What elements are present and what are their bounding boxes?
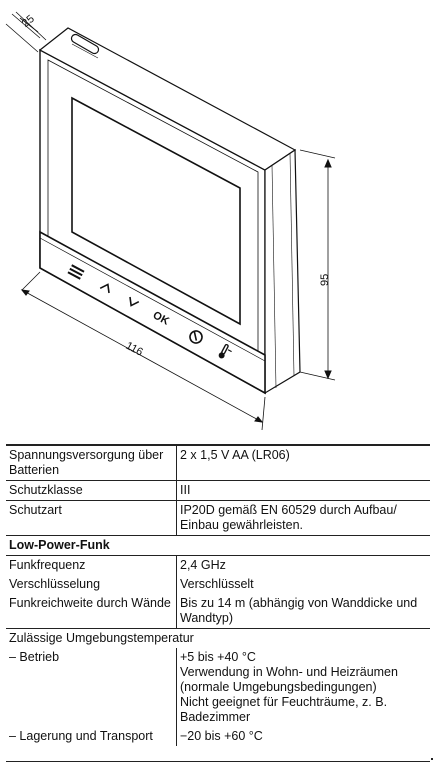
row-label: Spannungsversorgung über Batterien xyxy=(6,446,177,481)
table-row xyxy=(6,727,430,746)
row-value: +5 bis +40 °C Verwendung in Wohn- und Heizräumen (normale Umgebungsbedingungen) Nicht geeignet für Feuchträume, z. B. Badezimmer xyxy=(180,650,398,724)
row-label: Schutzklasse xyxy=(6,481,177,501)
row-value: IP20D gemäß EN 60529 durch Aufbau/ Einbau gewährleisten. xyxy=(177,501,431,536)
row-value: 2,4 GHz xyxy=(177,556,431,576)
specification-table-body xyxy=(6,446,430,747)
row-label: – Lagerung und Transport xyxy=(6,727,177,746)
table-row xyxy=(6,594,430,629)
svg-text:OK: OK xyxy=(150,309,171,328)
table-row xyxy=(6,536,430,556)
row-label: Funkfrequenz xyxy=(6,556,177,576)
table-row xyxy=(6,481,430,501)
row-value: −20 bis +60 °C xyxy=(180,729,263,743)
row-value: Bis zu 14 m (abhängig von Wanddicke und Wandtyp) xyxy=(180,596,418,625)
table-row xyxy=(6,648,430,727)
row-label: Schutzart xyxy=(6,501,177,536)
page-dot xyxy=(431,758,433,760)
table-row xyxy=(6,556,430,576)
row-label: – Betrieb xyxy=(6,648,177,727)
row-label: Funkreichweite durch Wände xyxy=(6,594,177,629)
height-dimension: 95 xyxy=(319,273,331,286)
table-row xyxy=(6,501,430,536)
table-bottom-rule xyxy=(6,761,430,762)
row-value: III xyxy=(177,481,431,501)
section-heading: Low-Power-Funk xyxy=(6,536,430,556)
row-value: Verschlüsselt xyxy=(180,577,254,591)
row-label: Verschlüsselung xyxy=(6,575,177,594)
width-dimension: 116 xyxy=(123,339,145,359)
group-heading: Zulässige Umgebungstemperatur xyxy=(6,629,430,649)
table-row xyxy=(6,446,430,481)
specification-table xyxy=(6,445,430,746)
table-row xyxy=(6,575,430,594)
row-value: 2 x 1,5 V AA (LR06) xyxy=(177,446,431,481)
depth-dimension: 25 xyxy=(19,12,37,30)
table-row xyxy=(6,629,430,649)
